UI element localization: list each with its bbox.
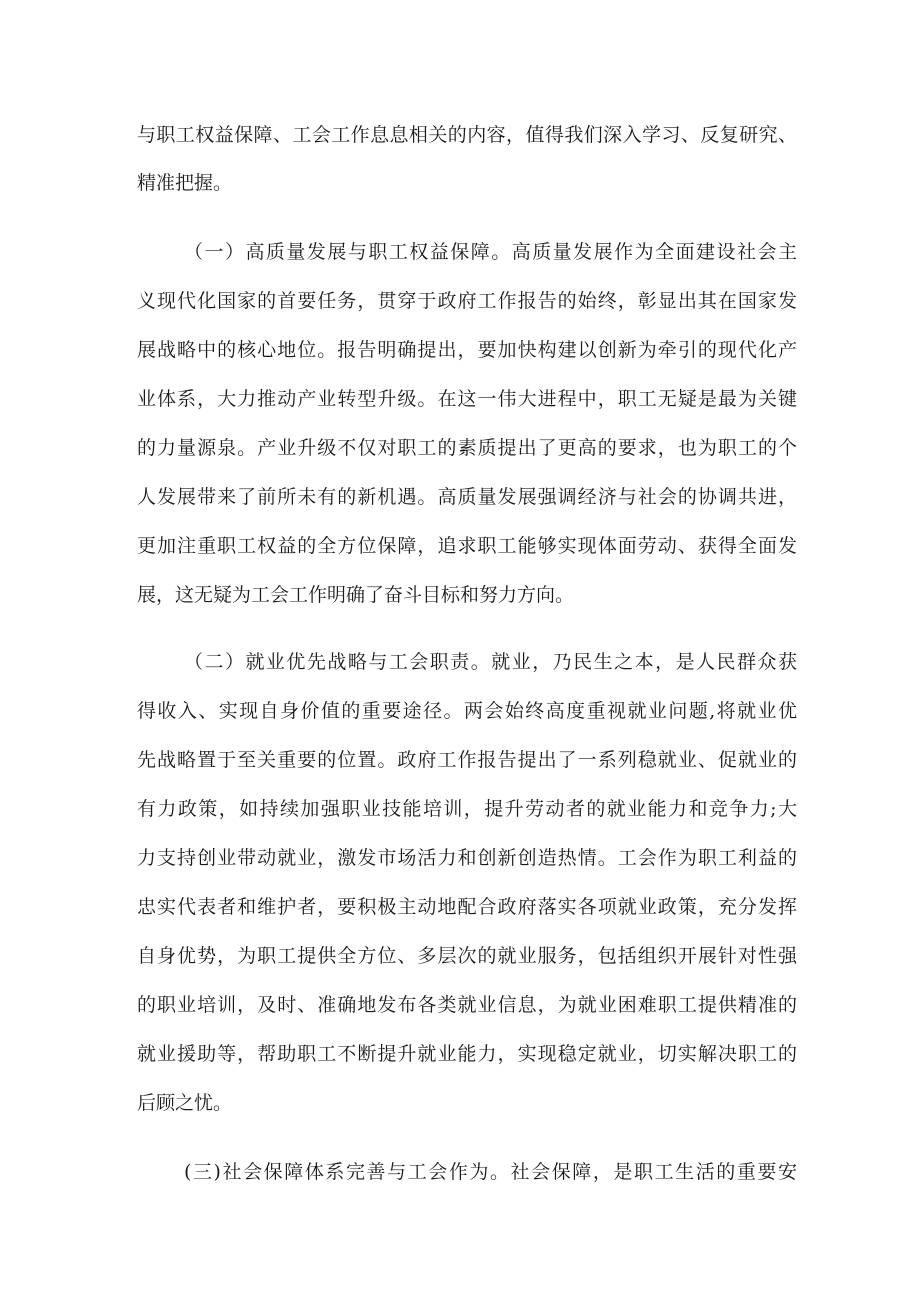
text-line: 更加注重职工权益的全方位保障，追求职工能够实现体面劳动、获得全面发: [137, 535, 797, 557]
text-line: 与职工权益保障、工会工作息息相关的内容，值得我们深入学习、反复研究、: [137, 124, 797, 146]
text-line: 力支持创业带动就业，激发市场活力和创新创造热情。工会作为职工利益的: [137, 847, 797, 869]
section-heading-line: （二）就业优先战略与工会职责。就业，乃民生之本，是人民群众获: [184, 651, 797, 673]
section-heading-line: (三)社会保障体系完善与工会作为。社会保障，是职工生活的重要安: [184, 1161, 797, 1183]
text-line: 的职业培训，及时、准确地发布各类就业信息，为就业困难职工提供精准的: [137, 994, 797, 1016]
text-line: 义现代化国家的首要任务，贯穿于政府工作报告的始终，彰显出其在国家发: [137, 290, 797, 312]
section-heading-line: （一）高质量发展与职工权益保障。高质量发展作为全面建设社会主: [184, 241, 797, 263]
text-line: 人发展带来了前所未有的新机遇。高质量发展强调经济与社会的协调共进，: [137, 486, 797, 508]
text-line: 忠实代表者和维护者，要积极主动地配合政府落实各项就业政策，充分发挥: [137, 896, 797, 918]
text-line: 业体系，大力推动产业转型升级。在这一伟大进程中，职工无疑是最为关键: [137, 388, 797, 410]
text-line: 有力政策，如持续加强职业技能培训，提升劳动者的就业能力和竞争力;大: [137, 798, 797, 820]
text-line: 先战略置于至关重要的位置。政府工作报告提出了一系列稳就业、促就业的: [137, 749, 797, 771]
text-line: 展，这无疑为工会工作明确了奋斗目标和努力方向。: [137, 584, 575, 606]
text-line: 展战略中的核心地位。报告明确提出，要加快构建以创新为牵引的现代化产: [137, 339, 797, 361]
text-line: 就业援助等，帮助职工不断提升就业能力，实现稳定就业，切实解决职工的: [137, 1043, 797, 1065]
text-line: 精准把握。: [137, 172, 233, 194]
text-line: 得收入、实现自身价值的重要途径。两会始终高度重视就业问题,将就业优: [137, 700, 797, 722]
text-line: 自身优势，为职工提供全方位、多层次的就业服务，包括组织开展针对性强: [137, 945, 797, 967]
text-line: 后顾之忧。: [137, 1092, 233, 1114]
text-line: 的力量源泉。产业升级不仅对职工的素质提出了更高的要求，也为职工的个: [137, 437, 797, 459]
